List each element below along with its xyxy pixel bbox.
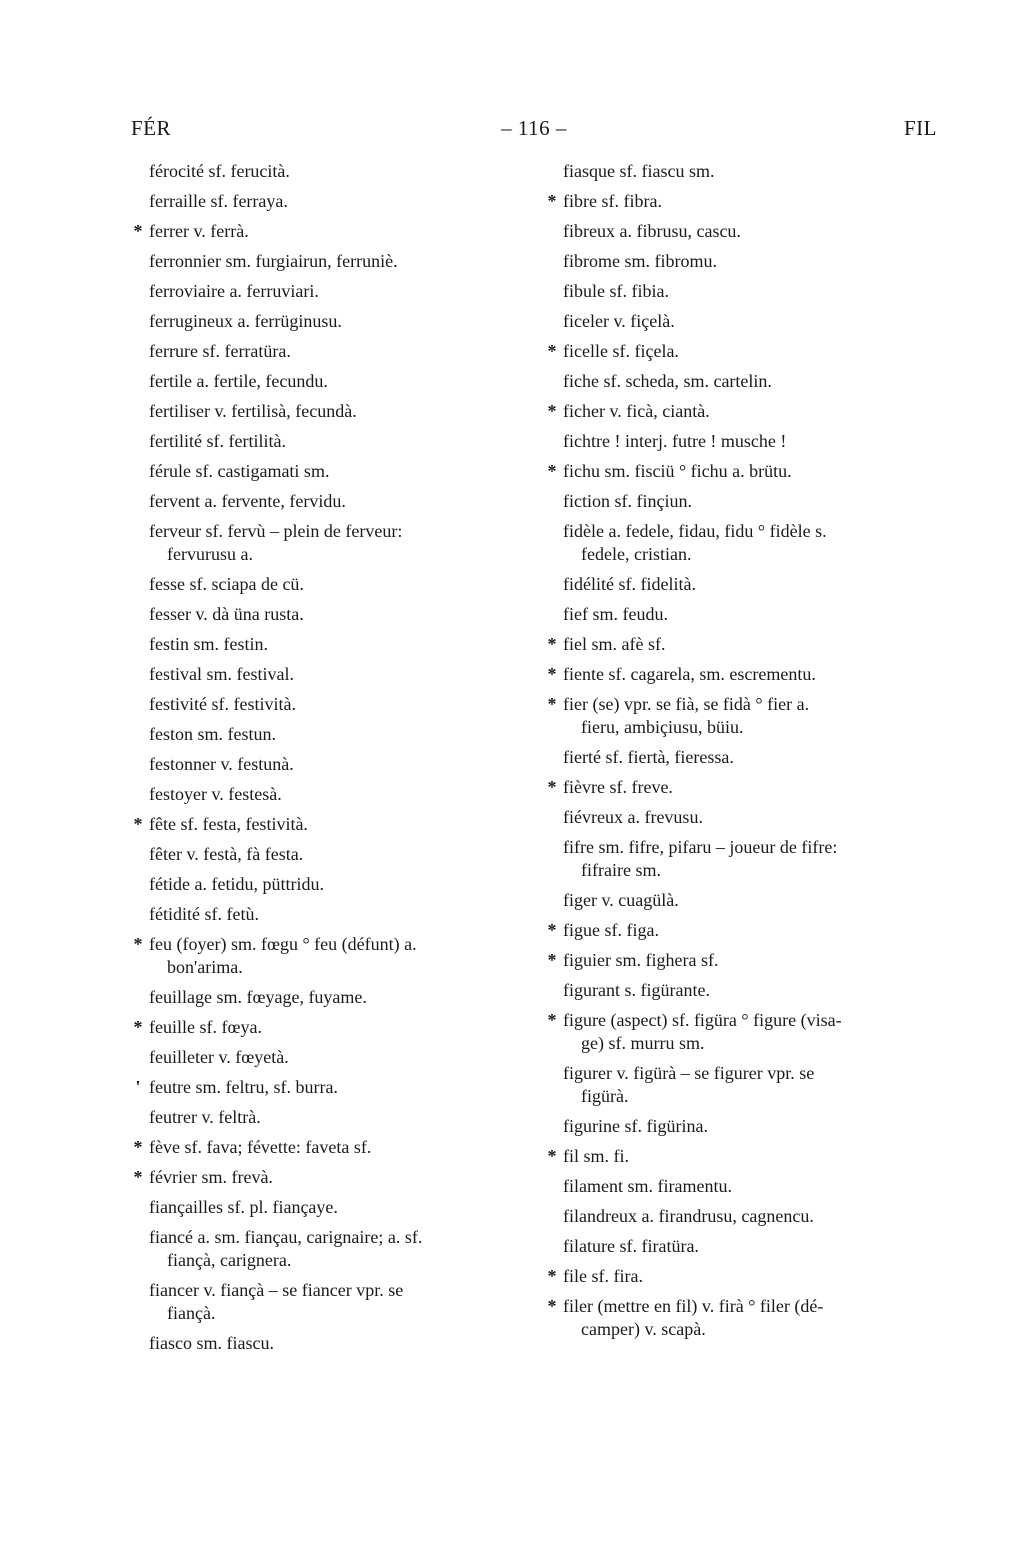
dictionary-entry bbox=[545, 310, 945, 333]
dictionary-entry bbox=[131, 250, 531, 273]
dictionary-entry bbox=[545, 1062, 945, 1108]
dictionary-entry bbox=[545, 603, 945, 626]
entry-text: ferroviaire a. ferruviari. bbox=[149, 281, 319, 301]
entry-text: fibule sf. fibia. bbox=[563, 281, 669, 301]
dictionary-entry bbox=[545, 663, 945, 686]
entry-text: fêter v. festà, fà festa. bbox=[149, 844, 304, 864]
dictionary-entry bbox=[131, 310, 531, 333]
entry-text: fièvre sf. freve. bbox=[563, 777, 673, 797]
dictionary-entry bbox=[131, 843, 531, 866]
entry-marker: * bbox=[547, 401, 557, 421]
entry-text: fétidité sf. fetù. bbox=[149, 904, 259, 924]
entry-text: figurant s. figürante. bbox=[563, 980, 710, 1000]
dictionary-entry bbox=[545, 220, 945, 243]
dictionary-entry bbox=[545, 340, 945, 363]
dictionary-entry bbox=[131, 603, 531, 626]
entry-marker: * bbox=[547, 341, 557, 361]
entry-text: fierté sf. fiertà, fieressa. bbox=[563, 747, 734, 767]
entry-text: fidèle a. fedele, fidau, fidu ° fidèle s. bbox=[563, 521, 827, 541]
entry-text: fief sm. feudu. bbox=[563, 604, 668, 624]
entry-text: fiançailles sf. pl. fiançaye. bbox=[149, 1197, 338, 1217]
dictionary-entry bbox=[545, 460, 945, 483]
dictionary-entry bbox=[131, 1106, 531, 1129]
dictionary-entry bbox=[545, 1009, 945, 1055]
dictionary-entry bbox=[131, 1166, 531, 1189]
dictionary-entry bbox=[545, 746, 945, 769]
entry-text: février sm. frevà. bbox=[149, 1167, 273, 1187]
entry-text: fibreux a. fibrusu, cascu. bbox=[563, 221, 741, 241]
entry-text: feuille sf. fœya. bbox=[149, 1017, 262, 1037]
dictionary-entry bbox=[131, 1196, 531, 1219]
entry-text: fiévreux a. frevusu. bbox=[563, 807, 703, 827]
entry-text: feuilleter v. fœyetà. bbox=[149, 1047, 289, 1067]
entry-text: fifre sm. fifre, pifaru – joueur de fifre: bbox=[563, 837, 838, 857]
entry-text: fertiliser v. fertilisà, fecundà. bbox=[149, 401, 357, 421]
dictionary-entry bbox=[545, 1175, 945, 1198]
dictionary-entry bbox=[545, 520, 945, 566]
entry-text: figue sf. figa. bbox=[563, 920, 659, 940]
dictionary-entry bbox=[131, 1076, 531, 1099]
dictionary-entry bbox=[131, 573, 531, 596]
entry-marker: * bbox=[547, 1010, 557, 1030]
entry-text: fiancé a. sm. fiançau, carignaire; a. sf. bbox=[149, 1227, 423, 1247]
entry-marker: * bbox=[133, 1167, 143, 1187]
page-header bbox=[131, 116, 937, 146]
entry-text-continuation: fieru, ambiçiusu, büiu. bbox=[581, 717, 744, 737]
entry-marker: * bbox=[133, 934, 143, 954]
entry-text: fibrome sm. fibromu. bbox=[563, 251, 717, 271]
entry-text: feuillage sm. fœyage, fuyame. bbox=[149, 987, 367, 1007]
entry-marker: * bbox=[547, 950, 557, 970]
entry-text: fertilité sf. fertilità. bbox=[149, 431, 286, 451]
entry-marker: * bbox=[547, 777, 557, 797]
dictionary-entry bbox=[131, 340, 531, 363]
dictionary-entry bbox=[131, 370, 531, 393]
dictionary-entry bbox=[131, 986, 531, 1009]
entry-text: festival sm. festival. bbox=[149, 664, 294, 684]
dictionary-entry bbox=[545, 1235, 945, 1258]
dictionary-entry bbox=[131, 430, 531, 453]
entry-text: fibre sf. fibra. bbox=[563, 191, 662, 211]
entry-marker: ' bbox=[135, 1077, 141, 1097]
dictionary-entry bbox=[545, 806, 945, 829]
entry-text: fichu sm. fisciü ° fichu a. brütu. bbox=[563, 461, 792, 481]
entry-marker: * bbox=[547, 920, 557, 940]
entry-text: figure (aspect) sf. figüra ° figure (visa- bbox=[563, 1010, 842, 1030]
entry-marker: * bbox=[547, 1266, 557, 1286]
entry-text: fête sf. festa, festività. bbox=[149, 814, 308, 834]
entry-text-continuation: fiançà, carignera. bbox=[167, 1250, 292, 1270]
dictionary-entry bbox=[545, 250, 945, 273]
dictionary-entry bbox=[131, 633, 531, 656]
entry-text: festonner v. festunà. bbox=[149, 754, 294, 774]
dictionary-entry bbox=[131, 813, 531, 836]
dictionary-entry bbox=[131, 400, 531, 423]
entry-text-continuation: camper) v. scapà. bbox=[581, 1319, 706, 1339]
entry-text: fève sf. fava; févette: faveta sf. bbox=[149, 1137, 372, 1157]
entry-text: fervent a. fervente, fervidu. bbox=[149, 491, 346, 511]
dictionary-entry bbox=[131, 933, 531, 979]
entry-text: fil sm. fi. bbox=[563, 1146, 629, 1166]
dictionary-entry bbox=[545, 949, 945, 972]
entry-text: festin sm. festin. bbox=[149, 634, 268, 654]
dictionary-entry bbox=[545, 1115, 945, 1138]
entry-text: file sf. fira. bbox=[563, 1266, 643, 1286]
entry-text: fichtre ! interj. futre ! musche ! bbox=[563, 431, 787, 451]
entry-text: fiction sf. finçiun. bbox=[563, 491, 692, 511]
entry-text: fiente sf. cagarela, sm. escrementu. bbox=[563, 664, 816, 684]
entry-text: ferrure sf. ferratüra. bbox=[149, 341, 291, 361]
entry-text-continuation: fedele, cristian. bbox=[581, 544, 692, 564]
entry-text: figurine sf. figürina. bbox=[563, 1116, 708, 1136]
entry-text: filer (mettre en fil) v. firà ° filer (dé- bbox=[563, 1296, 824, 1316]
dictionary-entry bbox=[131, 1226, 531, 1272]
entry-text-continuation: fiançà. bbox=[167, 1303, 216, 1323]
entry-text: fesser v. dà üna rusta. bbox=[149, 604, 304, 624]
dictionary-entry bbox=[545, 400, 945, 423]
entry-marker: * bbox=[547, 634, 557, 654]
entry-marker: * bbox=[133, 221, 143, 241]
dictionary-entry bbox=[545, 370, 945, 393]
entry-text-continuation: bon'arima. bbox=[167, 957, 243, 977]
entry-text: ferveur sf. fervù – plein de ferveur: bbox=[149, 521, 403, 541]
dictionary-entry bbox=[131, 220, 531, 243]
dictionary-entry bbox=[131, 520, 531, 566]
entry-marker: * bbox=[133, 1137, 143, 1157]
entry-text: figurer v. figürà – se figurer vpr. se bbox=[563, 1063, 815, 1083]
dictionary-entry bbox=[131, 490, 531, 513]
entry-marker: * bbox=[547, 1296, 557, 1316]
dictionary-entry bbox=[131, 1016, 531, 1039]
entry-text: ficelle sf. fiçela. bbox=[563, 341, 679, 361]
entry-text: figuier sm. fighera sf. bbox=[563, 950, 719, 970]
dictionary-entry bbox=[131, 460, 531, 483]
left-column bbox=[131, 160, 531, 1362]
entry-text: fiche sf. scheda, sm. cartelin. bbox=[563, 371, 772, 391]
entry-text: feu (foyer) sm. fœgu ° feu (défunt) a. bbox=[149, 934, 417, 954]
entry-text: festoyer v. festesà. bbox=[149, 784, 282, 804]
entry-text: ferraille sf. ferraya. bbox=[149, 191, 288, 211]
dictionary-entry bbox=[131, 280, 531, 303]
dictionary-entry bbox=[131, 1279, 531, 1325]
dictionary-entry bbox=[131, 1332, 531, 1355]
dictionary-entry bbox=[131, 190, 531, 213]
entry-text-continuation: figürà. bbox=[581, 1086, 629, 1106]
entry-text: feutrer v. feltrà. bbox=[149, 1107, 261, 1127]
entry-text: fiancer v. fiançà – se fiancer vpr. se bbox=[149, 1280, 404, 1300]
entry-text-continuation: fervurusu a. bbox=[167, 544, 253, 564]
dictionary-entry bbox=[545, 1145, 945, 1168]
entry-text: ficher v. ficà, ciantà. bbox=[563, 401, 710, 421]
entry-marker: * bbox=[547, 694, 557, 714]
entry-text: festivité sf. festività. bbox=[149, 694, 296, 714]
entry-marker: * bbox=[133, 814, 143, 834]
dictionary-entry bbox=[545, 1265, 945, 1288]
dictionary-entry bbox=[131, 160, 531, 183]
entry-text: fiasco sm. fiascu. bbox=[149, 1333, 274, 1353]
entry-text: fiel sm. afè sf. bbox=[563, 634, 666, 654]
dictionary-entry bbox=[131, 1046, 531, 1069]
header-right-guideword: FIL bbox=[904, 116, 937, 140]
right-column bbox=[545, 160, 945, 1348]
dictionary-entry bbox=[545, 1205, 945, 1228]
entry-marker: * bbox=[547, 664, 557, 684]
dictionary-entry bbox=[131, 873, 531, 896]
dictionary-entry bbox=[131, 1136, 531, 1159]
dictionary-entry bbox=[545, 889, 945, 912]
dictionary-entry bbox=[545, 160, 945, 183]
entry-text: filature sf. firatüra. bbox=[563, 1236, 699, 1256]
entry-text: férocité sf. ferucità. bbox=[149, 161, 290, 181]
entry-marker: * bbox=[547, 461, 557, 481]
entry-text: fier (se) vpr. se fià, se fidà ° fier a. bbox=[563, 694, 810, 714]
dictionary-entry bbox=[545, 573, 945, 596]
entry-marker: * bbox=[547, 191, 557, 211]
entry-marker: * bbox=[547, 1146, 557, 1166]
dictionary-entry bbox=[545, 430, 945, 453]
dictionary-entry bbox=[545, 776, 945, 799]
dictionary-entry bbox=[131, 663, 531, 686]
dictionary-entry bbox=[545, 490, 945, 513]
dictionary-entry bbox=[545, 633, 945, 656]
entry-text: fiasque sf. fiascu sm. bbox=[563, 161, 715, 181]
entry-text: ferrugineux a. ferrüginusu. bbox=[149, 311, 342, 331]
entry-text: férule sf. castigamati sm. bbox=[149, 461, 330, 481]
entry-text: fertile a. fertile, fecundu. bbox=[149, 371, 328, 391]
entry-text: ferrer v. ferrà. bbox=[149, 221, 249, 241]
dictionary-entry bbox=[131, 783, 531, 806]
dictionary-entry bbox=[131, 693, 531, 716]
entry-text: feutre sm. feltru, sf. burra. bbox=[149, 1077, 338, 1097]
dictionary-entry bbox=[545, 836, 945, 882]
entry-text: ferronnier sm. furgiairun, ferruniè. bbox=[149, 251, 398, 271]
dictionary-entry bbox=[545, 693, 945, 739]
dictionary-entry bbox=[545, 280, 945, 303]
entry-text: filament sm. firamentu. bbox=[563, 1176, 732, 1196]
entry-text: fidélité sf. fidelità. bbox=[563, 574, 696, 594]
entry-text-continuation: ge) sf. murru sm. bbox=[581, 1033, 705, 1053]
entry-text: filandreux a. firandrusu, cagnencu. bbox=[563, 1206, 814, 1226]
dictionary-entry bbox=[131, 723, 531, 746]
entry-text: feston sm. festun. bbox=[149, 724, 276, 744]
entry-text-continuation: fifraire sm. bbox=[581, 860, 661, 880]
entry-text: figer v. cuagülà. bbox=[563, 890, 679, 910]
dictionary-entry bbox=[545, 190, 945, 213]
dictionary-entry bbox=[131, 903, 531, 926]
entry-text: fétide a. fetidu, püttridu. bbox=[149, 874, 324, 894]
entry-marker: * bbox=[133, 1017, 143, 1037]
dictionary-entry bbox=[131, 753, 531, 776]
entry-text: ficeler v. fiçelà. bbox=[563, 311, 675, 331]
dictionary-entry bbox=[545, 1295, 945, 1341]
dictionary-entry bbox=[545, 979, 945, 1002]
page-number: – 116 – bbox=[501, 116, 567, 140]
entry-text: fesse sf. sciapa de cü. bbox=[149, 574, 304, 594]
dictionary-entry bbox=[545, 919, 945, 942]
header-left-guideword: FÉR bbox=[131, 116, 172, 140]
